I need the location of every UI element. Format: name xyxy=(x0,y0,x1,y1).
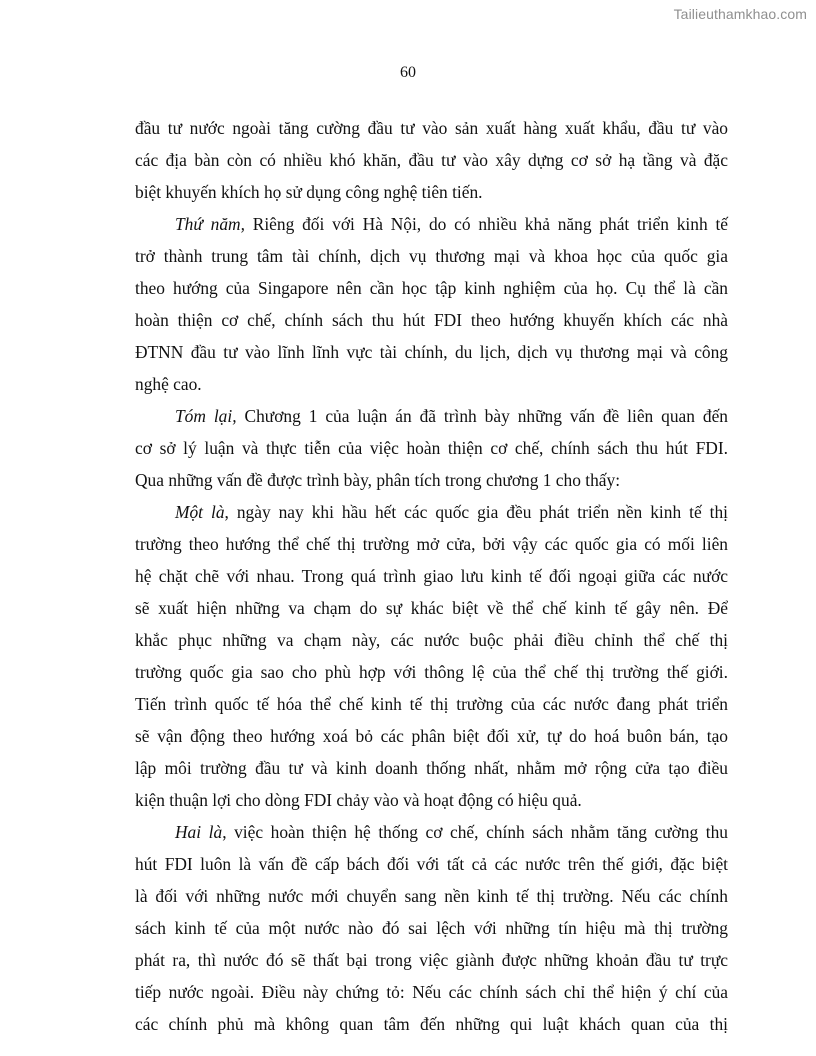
text-run: , việc hoàn thiện hệ thống cơ chế, chính sách nhằm tăng cường thu xyxy=(222,822,728,842)
text-line: trường theo hướng thể chế thị trường mở cửa, bởi vậy các quốc gia có mối liên xyxy=(135,534,728,554)
text-line: Tiến trình quốc tế hóa thể chế kinh tế thị trường của các nước đang phát triển xyxy=(135,694,728,714)
paragraph xyxy=(135,400,728,496)
text-line xyxy=(135,496,728,528)
paragraph xyxy=(135,112,728,208)
text-line: nghệ cao. xyxy=(135,374,202,394)
text-line: lập môi trường đầu tư và kinh doanh thống nhất, nhằm mở rộng cửa tạo điều xyxy=(135,758,728,778)
text-line: khắc phục những va chạm này, các nước buộc phải điều chỉnh thể chế thị xyxy=(135,630,728,650)
paragraph xyxy=(135,496,728,816)
text-line: các địa bàn còn có nhiều khó khăn, đầu tư vào xây dựng cơ sở hạ tầng và đặc xyxy=(135,150,728,170)
text-line xyxy=(135,400,728,432)
text-line: Qua những vấn đề được trình bày, phân tích trong chương 1 cho thấy: xyxy=(135,470,621,490)
paragraph xyxy=(135,208,728,400)
text-line: phát ra, thì nước đó sẽ thất bại trong việc giành được những khoản đầu tư trực xyxy=(135,950,728,970)
text-line: hoàn thiện cơ chế, chính sách thu hút FDI theo hướng khuyến khích các nhà xyxy=(135,310,728,330)
text-line: theo hướng của Singapore nên cần học tập kinh nghiệm của họ. Cụ thể là cần xyxy=(135,278,728,298)
text-line: biệt khuyến khích họ sử dụng công nghệ tiên tiến. xyxy=(135,182,483,202)
text-line: là đối với những nước mới chuyển sang nền kinh tế thị trường. Nếu các chính xyxy=(135,886,728,906)
body-text xyxy=(135,112,728,1040)
text-run: Chương 1 của luận án đã trình bày những vấn đề liên quan đến xyxy=(236,406,729,426)
paragraph-lead: Một là xyxy=(175,502,225,522)
paragraph-lead: Thứ năm, xyxy=(175,214,245,234)
text-line: trường quốc gia sao cho phù hợp với thông lệ của thể chế thị trường thế giới. xyxy=(135,662,728,682)
text-line: hút FDI luôn là vấn đề cấp bách đối với tất cả các nước trên thế giới, đặc biệt xyxy=(135,854,728,874)
text-line: cơ sở lý luận và thực tiễn của việc hoàn thiện cơ chế, chính sách thu hút FDI. xyxy=(135,438,728,458)
text-line xyxy=(135,208,728,240)
text-line xyxy=(135,816,728,848)
text-line: sẽ xuất hiện những va chạm do sự khác biệt về thể chế kinh tế gây nên. Để xyxy=(135,598,728,618)
text-line: sách kinh tế của một nước nào đó sai lệch với những tín hiệu mà thị trường xyxy=(135,918,728,938)
paragraph-lead: Hai là xyxy=(175,822,223,842)
paragraph xyxy=(135,816,728,1040)
text-run: Riêng đối với Hà Nội, do có nhiều khả năng phát triển kinh tế xyxy=(244,214,728,234)
text-line: kiện thuận lợi cho dòng FDI chảy vào và hoạt động có hiệu quả. xyxy=(135,790,582,810)
text-line: ĐTNN đầu tư vào lĩnh lĩnh vực tài chính, du lịch, dịch vụ thương mại và công xyxy=(135,342,728,362)
text-line: các chính phủ mà không quan tâm đến những qui luật khách quan của thị xyxy=(135,1014,728,1034)
text-line: trở thành trung tâm tài chính, dịch vụ thương mại và khoa học của quốc gia xyxy=(135,246,728,266)
watermark: Tailieuthamkhao.com xyxy=(673,6,807,22)
paragraph-lead: Tóm lại, xyxy=(175,406,237,426)
text-line: hệ chặt chẽ với nhau. Trong quá trình giao lưu kinh tế đối ngoại giữa các nước xyxy=(135,566,728,586)
text-line: tiếp nước ngoài. Điều này chứng tỏ: Nếu các chính sách chỉ thể hiện ý chí của xyxy=(135,982,728,1002)
text-run: , ngày nay khi hầu hết các quốc gia đều phát triển nền kinh tế thị xyxy=(224,502,728,522)
text-line: sẽ vận động theo hướng xoá bỏ các phân biệt đối xử, tự do hoá buôn bán, tạo xyxy=(135,726,728,746)
text-line: đầu tư nước ngoài tăng cường đầu tư vào sản xuất hàng xuất khẩu, đầu tư vào xyxy=(135,118,728,138)
page-number: 60 xyxy=(400,64,416,81)
